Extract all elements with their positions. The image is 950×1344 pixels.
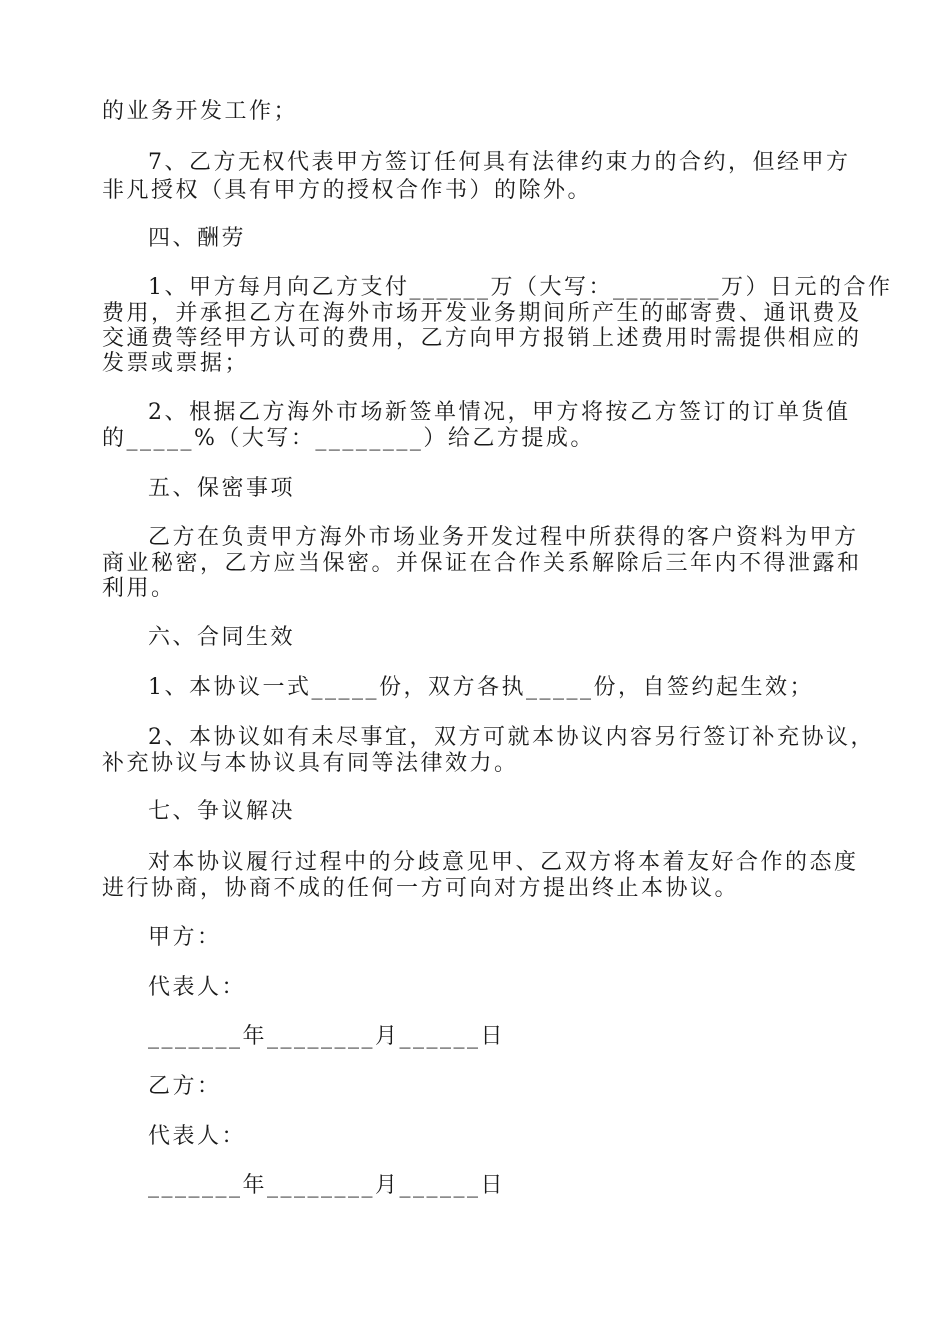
party-b-representative-label: 代表人： xyxy=(148,1124,247,1149)
effectiveness-clause-1: 1、本协议一式_____份，双方各执_____份，自签约起生效； xyxy=(148,675,814,700)
clause-7-line-2: 非凡授权（具有甲方的授权合作书）的除外。 xyxy=(102,178,593,203)
section-heading-remuneration: 四、酬劳 xyxy=(148,226,247,251)
section-heading-dispute: 七、争议解决 xyxy=(148,799,296,824)
effectiveness-clause-2-line-2: 补充协议与本协议具有同等法律效力。 xyxy=(102,751,519,776)
party-a-representative-label: 代表人： xyxy=(148,975,247,1000)
remuneration-clause-2-line-2: 的_____%（大写：________）给乙方提成。 xyxy=(102,426,595,451)
confidentiality-line-1: 乙方在负责甲方海外市场业务开发过程中所获得的客户资料为甲方 xyxy=(148,525,859,550)
section-heading-effectiveness: 六、合同生效 xyxy=(148,625,296,650)
party-a-date-line: _______年________月______日 xyxy=(148,1024,506,1049)
remuneration-clause-1-line-3: 交通费等经甲方认可的费用，乙方向甲方报销上述费用时需提供相应的 xyxy=(102,326,862,351)
dispute-line-1: 对本协议履行过程中的分歧意见甲、乙双方将本着友好合作的态度 xyxy=(148,850,859,875)
confidentiality-line-3: 利用。 xyxy=(102,576,176,601)
clause-7-line-1: 7、乙方无权代表甲方签订任何具有法律约束力的合约，但经甲方 xyxy=(148,150,851,175)
party-a-label: 甲方： xyxy=(148,925,222,950)
party-b-label: 乙方： xyxy=(148,1074,222,1099)
text-line-continuation: 的业务开发工作； xyxy=(102,99,299,124)
effectiveness-clause-2-line-1: 2、本协议如有未尽事宜，双方可就本协议内容另行签订补充协议， xyxy=(148,725,875,750)
party-b-date-line: _______年________月______日 xyxy=(148,1173,506,1198)
dispute-line-2: 进行协商，协商不成的任何一方可向对方提出终止本协议。 xyxy=(102,876,740,901)
remuneration-clause-1-line-1: 1、甲方每月向乙方支付______万（大写：________万）日元的合作 xyxy=(148,275,893,300)
section-heading-confidentiality: 五、保密事项 xyxy=(148,476,296,501)
confidentiality-line-2: 商业秘密，乙方应当保密。并保证在合作关系解除后三年内不得泄露和 xyxy=(102,551,862,576)
remuneration-clause-1-line-2: 费用，并承担乙方在海外市场开发业务期间所产生的邮寄费、通讯费及 xyxy=(102,301,862,326)
remuneration-clause-1-line-4: 发票或票据； xyxy=(102,351,250,376)
remuneration-clause-2-line-1: 2、根据乙方海外市场新签单情况，甲方将按乙方签订的订单货值 xyxy=(148,400,851,425)
